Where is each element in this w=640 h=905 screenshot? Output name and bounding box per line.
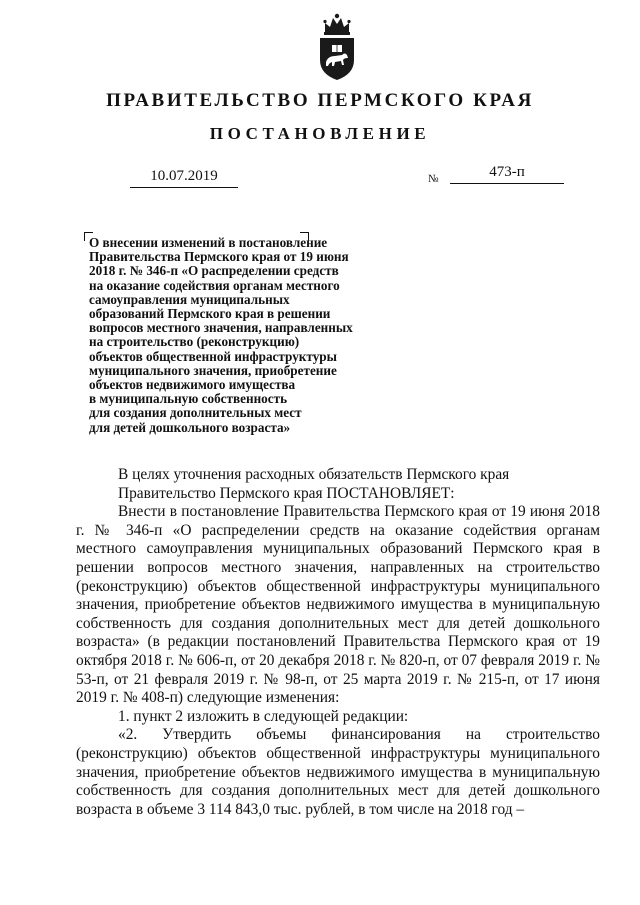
subject-line: 2018 г. № 346-п «О распределении средств (89, 263, 339, 279)
subject-line: объектов недвижимого имущества (89, 377, 296, 393)
subject-line: объектов общественной инфраструктуры (89, 348, 337, 364)
subject-line: образований Пермского края в решении (89, 306, 331, 322)
body-paragraph: Внести в постановление Правительства Пермского края от 19 июня 2018 г. № 346-п «О распределении средств на оказание содействия органам местного самоуправления муниципальных образований Пермского края в решении вопросов местного значения, направленных на строительство (реконструкцию) объектов общественной инфраструктуры муниципального значения, приобретение объектов недвижимого имущества в муниципальную собственность для создания дополнительных мест для детей дошкольного возраста» (в редакции постановлений Правительства Пермского края от 19 октября 2018 г. № 606-п, от 20 декабря 2018 г. № 820-п, от 07 февраля 2019 г. № 53-п, от 21 февраля 2019 г. № 98-п, от 25 марта 2019 г. № 215-п, от 17 июня 2019 г. № 408-п) следующие изменения: (76, 503, 600, 707)
government-title: ПРАВИТЕЛЬСТВО ПЕРМСКОГО КРАЯ (106, 90, 534, 111)
body-paragraph: В целях уточнения расходных обязательств Пермского края (118, 466, 510, 483)
number-sign: № (428, 173, 439, 185)
coat-of-arms-icon (316, 12, 358, 82)
subject-line: на строительство (реконструкцию) (89, 334, 300, 350)
document-body (76, 466, 600, 819)
subject-line: муниципального значения, приобретение (89, 362, 337, 378)
body-paragraph: 1. пункт 2 изложить в следующей редакции: (118, 707, 409, 725)
subject-line: в муниципальную собственность (89, 391, 288, 407)
subject-line: Правительства Пермского края от 19 июня (89, 249, 349, 265)
body-paragraph: «2. Утвердить объемы финансирования на строительство (реконструкцию) объектов общественной инфраструктуры муниципального значения, приобретение объектов недвижимого имущества в муниципальную собственность для создания дополнительных мест для детей дошкольного возраста в объеме 3 114 843,0 тыс. рублей, в том числе на 2018 год – (76, 726, 600, 818)
subject-line: самоуправления муниципальных (89, 291, 290, 307)
document-type: ПОСТАНОВЛЕНИЕ (209, 124, 431, 143)
document-subject (89, 236, 409, 435)
document-date: 10.07.2019 (130, 168, 238, 188)
body-paragraph: Правительство Пермского края ПОСТАНОВЛЯЕТ: (118, 484, 455, 502)
subject-line: вопросов местного значения, направленных (89, 320, 353, 336)
subject-line: О внесении изменений в постановление (89, 235, 328, 250)
subject-line: для создания дополнительных мест (89, 405, 302, 421)
subject-line: на оказание содействия органам местного (89, 277, 340, 293)
subject-line: для детей дошкольного возраста» (89, 419, 291, 435)
document-number: 473-п (450, 164, 564, 184)
